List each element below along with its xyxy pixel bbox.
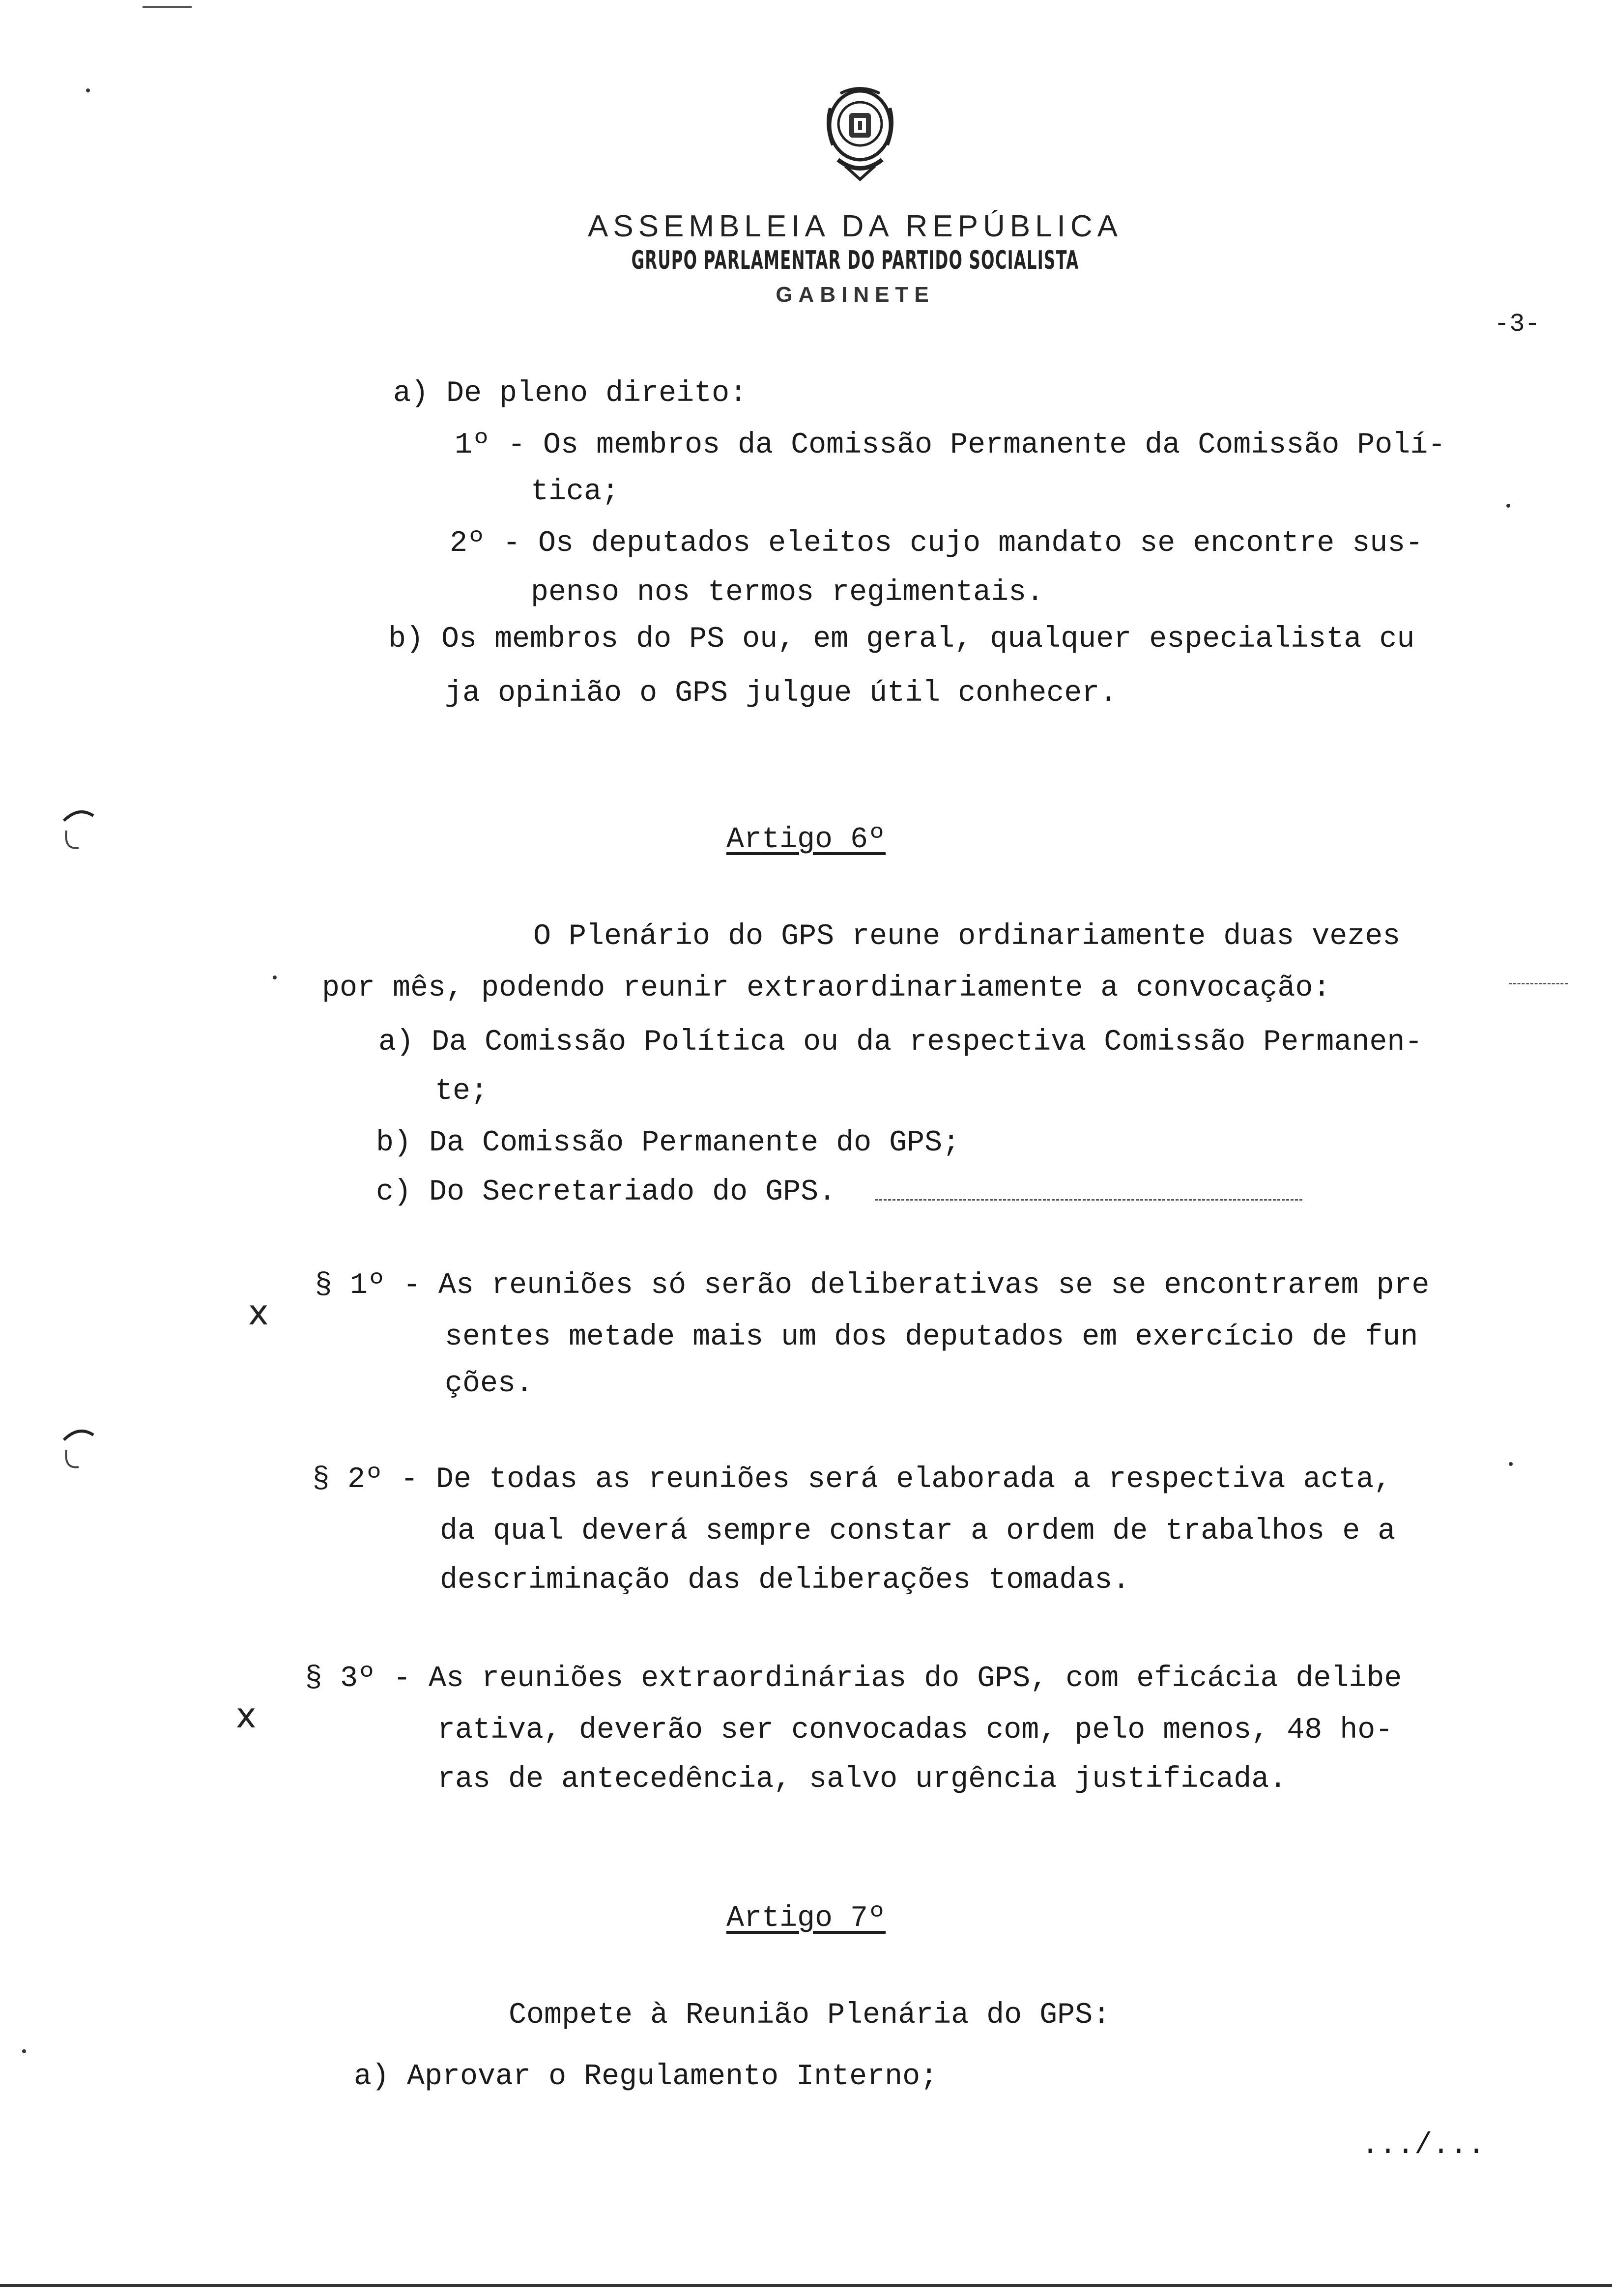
paragraph-1: § 1º - As reuniões só serão deliberativas se se encontrarem pre (315, 1269, 1430, 1302)
list-item-a: a) De pleno direito: (393, 377, 748, 410)
fill-dash-line (875, 1199, 1302, 1202)
paragraph-3-cont: rativa, deverão ser convocadas com, pelo menos, 48 ho- (437, 1714, 1393, 1747)
header-group: GRUPO PARLAMENTAR DO PARTIDO SOCIALISTA (631, 246, 1079, 275)
list-item-b-cont: ja opinião o GPS julgue útil conhecer. (445, 677, 1118, 710)
article-7-item-a: a) Aprovar o Regulamento Interno; (354, 2060, 938, 2094)
paragraph-1-cont-2: ções. (445, 1367, 534, 1401)
article-6-item-c: c) Do Secretariado do GPS. (376, 1176, 836, 1209)
handwritten-check-mark: x (236, 1695, 257, 1736)
scan-speck (1506, 504, 1510, 508)
scan-speck (1509, 1462, 1513, 1466)
scan-speck (273, 976, 277, 979)
header-office: GABINETE (776, 283, 935, 307)
paragraph-2: § 2º - De todas as reuniões será elaborada a respectiva acta, (312, 1463, 1392, 1496)
list-item-2-cont: penso nos termos regimentais. (531, 576, 1044, 609)
list-item-1-cont: tica; (531, 475, 620, 509)
article-7-intro: Compete à Reunião Plenária do GPS: (509, 1999, 1111, 2032)
paragraph-1-cont: sentes metade mais um dos deputados em exercício de fun (445, 1320, 1418, 1354)
paragraph-2-cont: da qual deverá sempre constar a ordem de trabalhos e a (440, 1515, 1396, 1548)
scan-speck (86, 88, 90, 92)
portuguese-republic-emblem-icon (811, 79, 909, 184)
scan-speck (22, 2049, 26, 2053)
list-item-2: 2º - Os deputados eleitos cujo mandato se encontre sus- (450, 527, 1423, 560)
list-item-1: 1º - Os membros da Comissão Permanente da Comissão Polí- (455, 429, 1446, 462)
scan-edge-bottom (0, 2284, 1612, 2287)
punch-hole-icon (59, 1425, 98, 1474)
article-6-intro: O Plenário do GPS reune ordinariamente duas vezes (533, 920, 1401, 953)
paragraph-3: § 3º - As reuniões extraordinárias do GPS, com eficácia delibe (305, 1662, 1402, 1695)
paragraph-3-cont-2: ras de antecedência, salvo urgência justificada. (437, 1763, 1287, 1796)
article-6-item-b: b) Da Comissão Permanente do GPS; (376, 1126, 960, 1160)
paragraph-2-cont-2: descriminação das deliberações tomadas. (440, 1564, 1130, 1597)
article-6-intro-cont: por mês, podendo reunir extraordinariamente a convocação: (322, 972, 1331, 1005)
scan-artefact (1509, 983, 1568, 986)
page-number: -3- (1494, 310, 1540, 339)
header-institution: ASSEMBLEIA DA REPÚBLICA (587, 209, 1123, 243)
article-7-heading: Artigo 7º (726, 1902, 886, 1935)
scan-edge-top (143, 6, 192, 8)
continuation-mark: .../... (1361, 2129, 1486, 2162)
list-item-b: b) Os membros do PS ou, em geral, qualquer especialista cu (388, 623, 1415, 656)
article-6-heading: Artigo 6º (726, 823, 886, 857)
handwritten-check-mark: x (248, 1292, 269, 1333)
punch-hole-icon (59, 806, 98, 855)
article-6-item-a-cont: te; (435, 1075, 489, 1108)
article-6-item-a: a) Da Comissão Política ou da respectiva Comissão Permanen- (378, 1026, 1423, 1059)
